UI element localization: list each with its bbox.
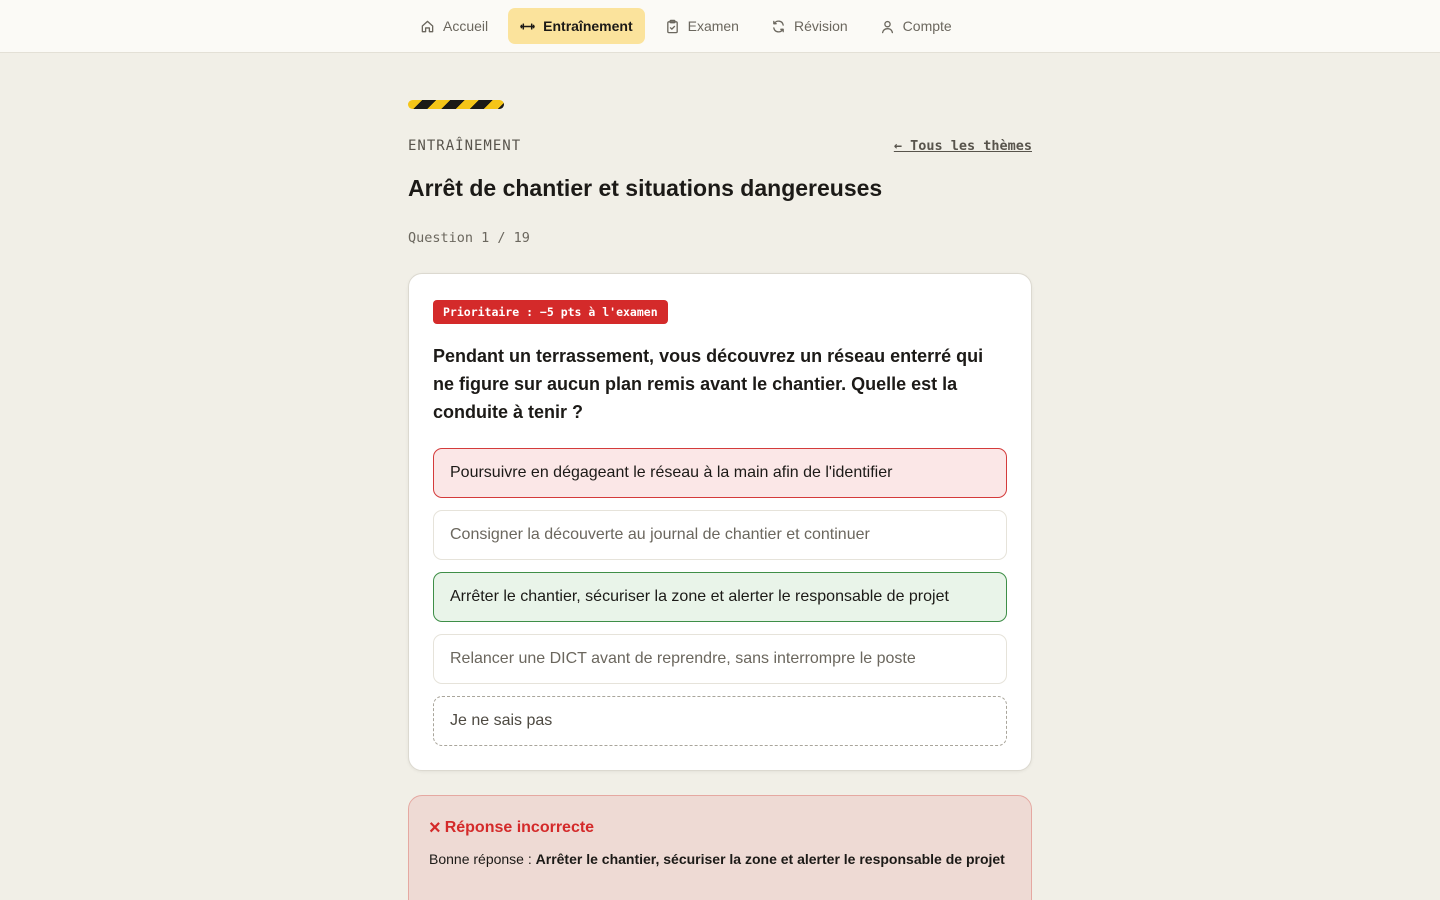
- user-icon: [880, 19, 895, 34]
- clipboard-icon: [665, 19, 680, 34]
- nav-item-revision[interactable]: [759, 8, 860, 44]
- page-title: Arrêt de chantier et situations dangereuses: [408, 175, 883, 201]
- answer-option-correct[interactable]: Arrêter le chantier, sécuriser la zone et alerter le responsable de projet: [433, 572, 1007, 622]
- nav-item-entrainement[interactable]: [508, 8, 644, 44]
- dont-know-option[interactable]: Je ne sais pas: [433, 696, 1007, 746]
- top-navigation-bar: [0, 0, 1440, 53]
- correct-answer-prefix: Bonne réponse :: [429, 851, 536, 867]
- home-icon: [420, 19, 435, 34]
- correct-answer-text: [429, 849, 1009, 869]
- question-counter: Question 1 / 19: [408, 230, 530, 246]
- nav-item-examen[interactable]: [653, 8, 751, 44]
- correct-answer-value: Arrêter le chantier, sécuriser la zone et alerter le responsable de projet: [535, 851, 1005, 867]
- nav-item-label: Révision: [793, 18, 848, 34]
- feedback-panel: [408, 795, 1032, 900]
- nav-item-label: Examen: [687, 18, 739, 34]
- main-nav: [408, 8, 964, 44]
- feedback-title-text: Réponse incorrecte: [444, 819, 595, 836]
- close-icon: ×: [429, 817, 441, 839]
- question-card: [408, 273, 1032, 771]
- dumbbell-icon: [520, 19, 535, 34]
- answer-option-wrong[interactable]: Poursuivre en dégageant le réseau à la main afin de l'identifier: [433, 448, 1007, 498]
- all-themes-link[interactable]: ← Tous les thèmes: [893, 138, 1032, 154]
- section-eyebrow: ENTRAÎNEMENT: [408, 138, 522, 154]
- question-text: Pendant un terrassement, vous découvrez un réseau enterré qui ne figure sur aucun plan remis avant le chantier. Quelle est la conduite à tenir ?: [433, 346, 984, 422]
- nav-item-label: Accueil: [443, 18, 489, 34]
- nav-item-label: Compte: [902, 18, 952, 34]
- priority-badge: Prioritaire : −5 pts à l'examen: [433, 300, 668, 324]
- nav-item-accueil[interactable]: [408, 8, 500, 44]
- answer-option[interactable]: Relancer une DICT avant de reprendre, sans interrompre le poste: [433, 634, 1007, 684]
- nav-item-label: Entraînement: [543, 18, 633, 34]
- feedback-title: [429, 819, 594, 837]
- hazard-stripe: [408, 100, 504, 109]
- nav-item-compte[interactable]: [868, 8, 964, 44]
- answer-option[interactable]: Consigner la découverte au journal de chantier et continuer: [433, 510, 1007, 560]
- refresh-icon: [771, 19, 786, 34]
